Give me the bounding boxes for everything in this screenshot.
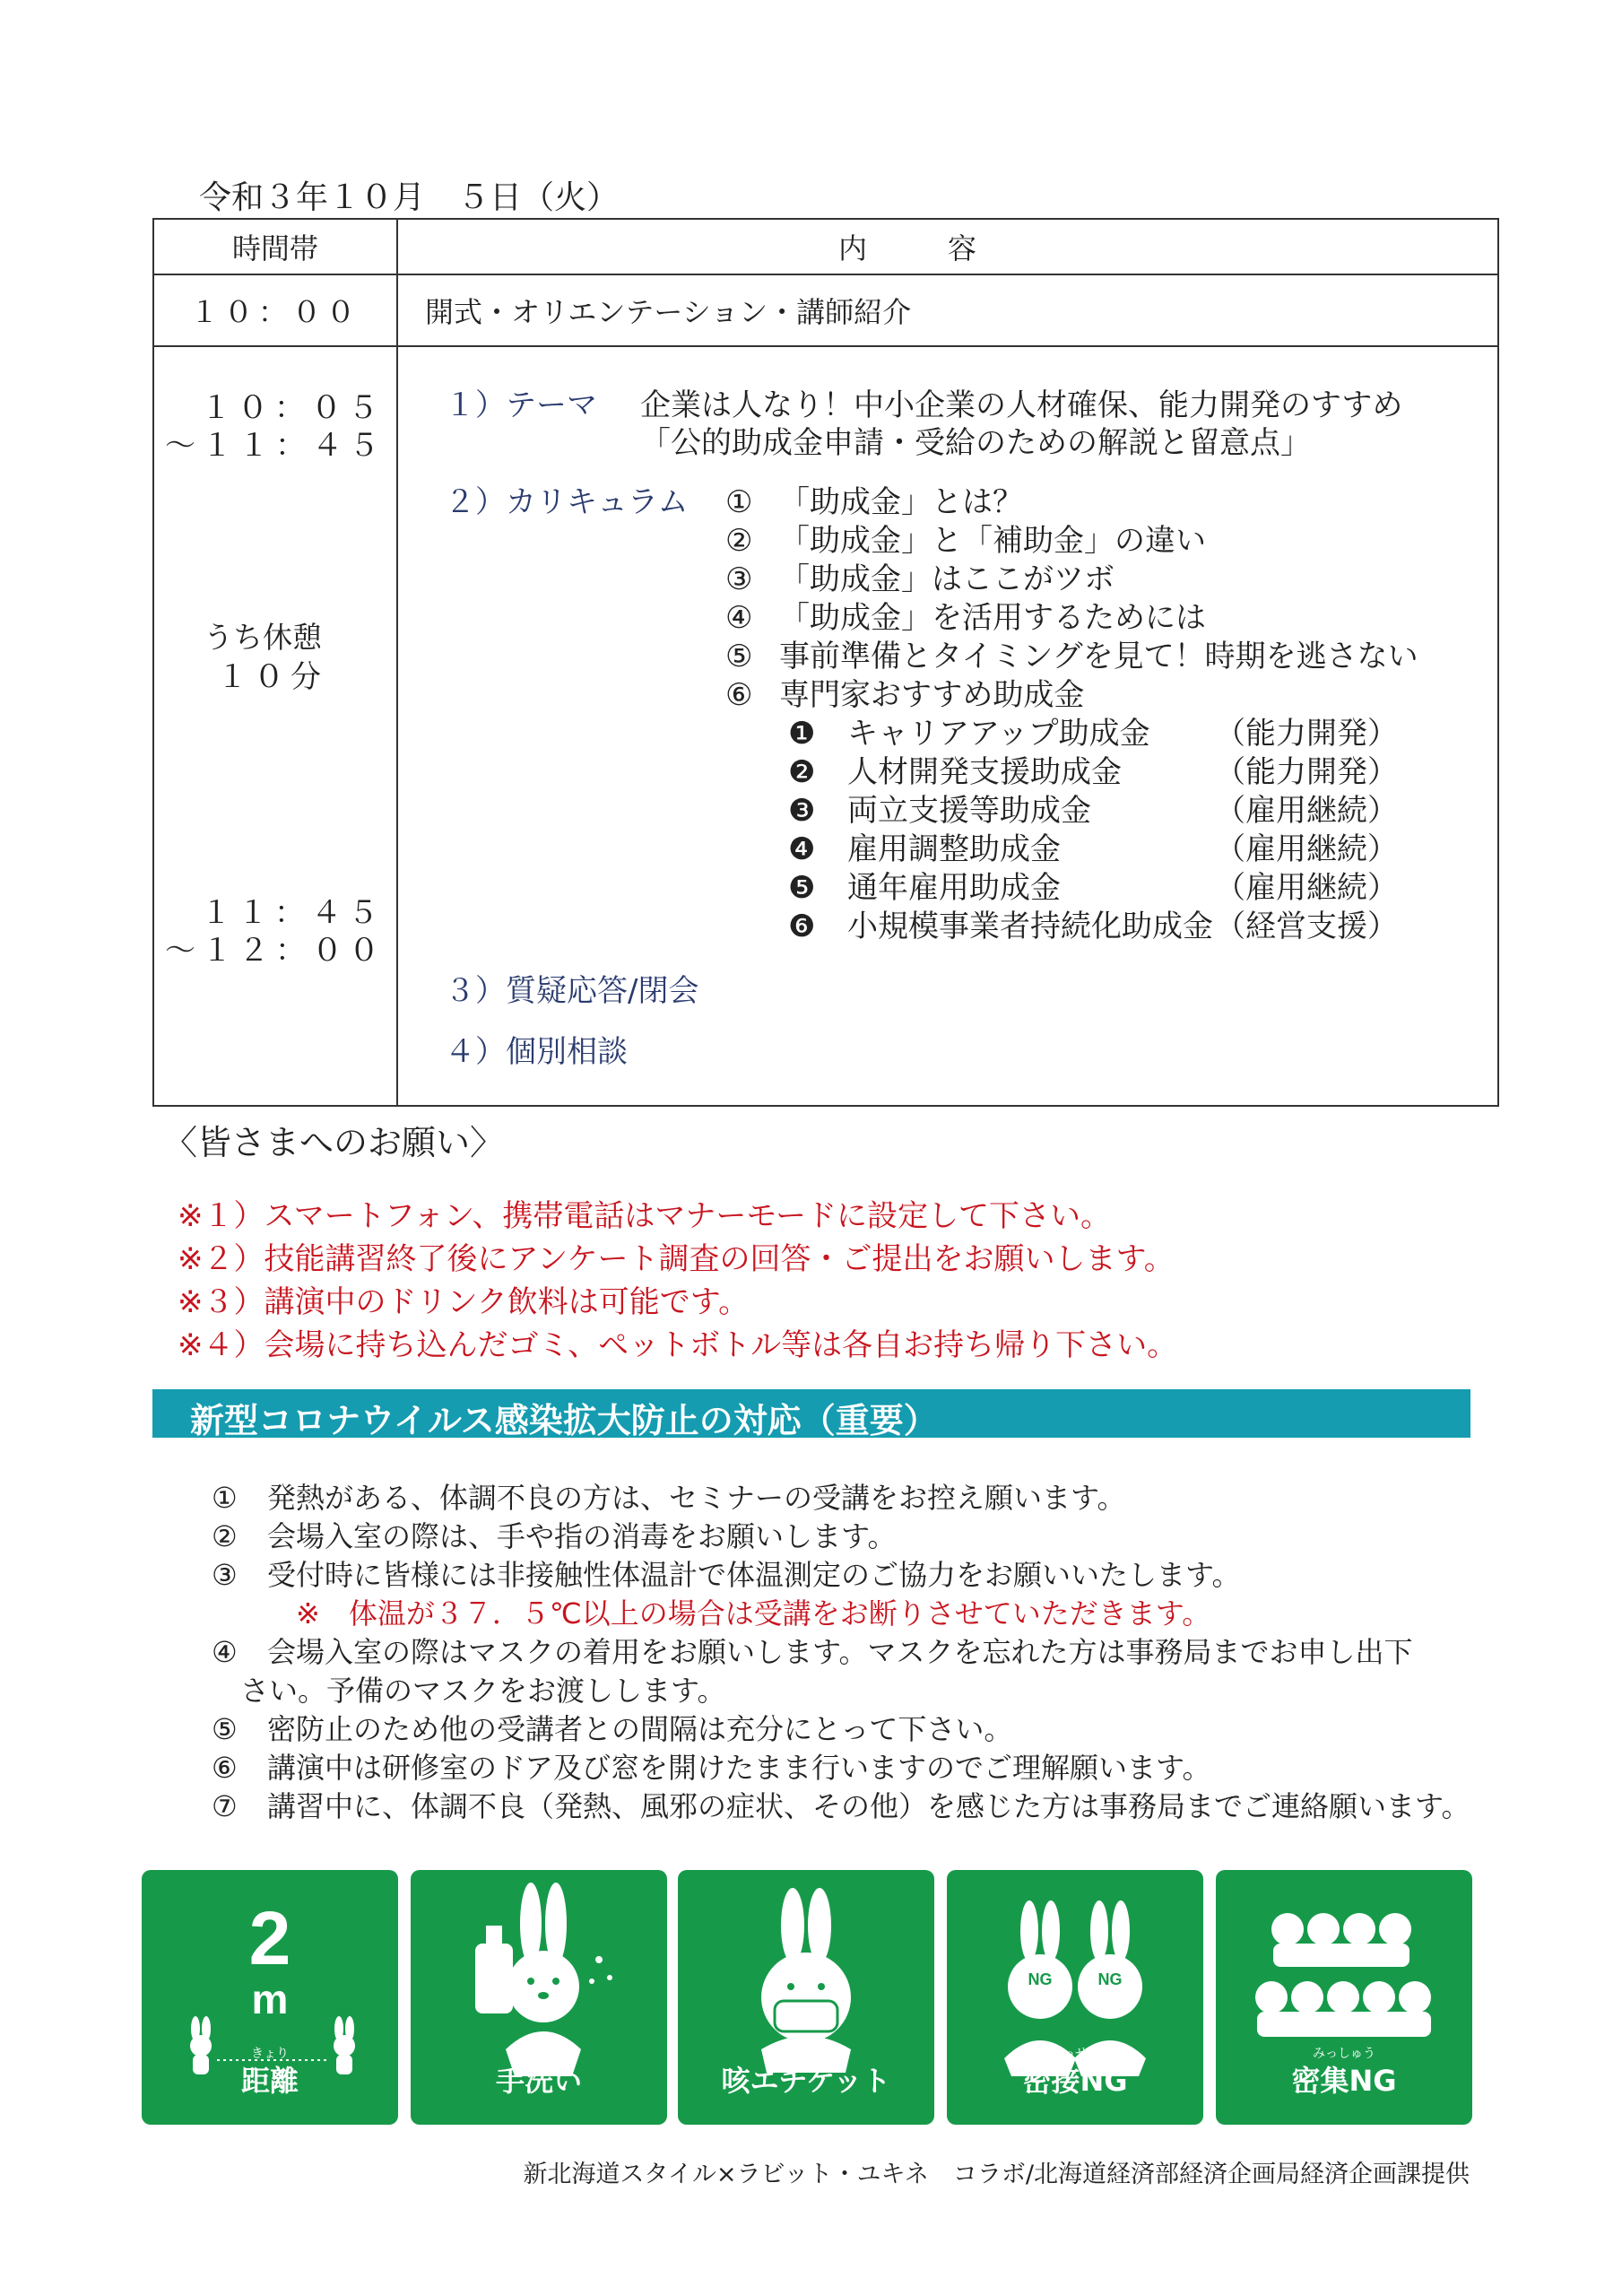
curriculum-item: ⑥ 専門家おすすめ助成金 xyxy=(725,677,1085,713)
distance-unit: m xyxy=(251,1976,289,2022)
header-time: 時間帯 xyxy=(153,219,397,274)
distance-number: 2 xyxy=(248,1896,291,1980)
schedule-table xyxy=(152,218,1499,1107)
session2-end-time: ～１２：００ xyxy=(165,933,386,969)
subsidy-item: ❹ 雇用調整助成金 （雇用継続） xyxy=(788,831,1398,867)
consult-label: ４）個別相談 xyxy=(445,1034,628,1070)
break-label: うち休憩 xyxy=(204,620,322,655)
main-time-cell xyxy=(153,346,397,1106)
ng-tag: NG xyxy=(1028,1970,1053,1988)
request-item: ※１）スマートフォン、携帯電話はマナーモードに設定して下さい。 xyxy=(178,1198,1112,1234)
covid-item: ⑥ 講演中は研修室のドア及び窓を開けたまま行いますのでご理解願います。 xyxy=(212,1751,1211,1785)
image-credit: 新北海道スタイル×ラビット・ユキネ コラボ/北海道経済部経済企画局経済企画課提供 xyxy=(523,2161,1470,2188)
cough-etiquette-icon xyxy=(678,1870,934,2125)
covid-item: ② 会場入室の際は、手や指の消毒をお願いします。 xyxy=(212,1519,897,1553)
cough-etiquette-label: 咳エチケット xyxy=(721,2064,891,2098)
schedule-header-row xyxy=(153,219,1498,274)
subsidy-item: ❷ 人材開発支援助成金 （能力開発） xyxy=(788,754,1398,790)
request-item: ※３）講演中のドリンク飲料は可能です。 xyxy=(178,1284,750,1320)
handwash-ruby: てあら xyxy=(520,2047,558,2061)
schedule-row-opening xyxy=(153,274,1498,346)
event-date: 令和３年１０月 ５日（火） xyxy=(199,179,620,216)
handwash-label: 手洗い xyxy=(495,2064,582,2098)
curriculum-item: ③ 「助成金」はここがツボ xyxy=(725,561,1115,597)
covid-banner-title: 新型コロナウイルス感染拡大防止の対応（重要） xyxy=(190,1401,938,1440)
close-contact-ruby: みっせつ xyxy=(1050,2047,1100,2061)
qa-label: ３）質疑応答/閉会 xyxy=(445,973,699,1009)
theme-line-1: 企業は人なり！中小企業の人材確保、能力開発のすすめ xyxy=(640,387,1403,423)
session2-start-time: １１：４５ xyxy=(201,895,385,931)
schedule-row-main xyxy=(153,346,1498,1106)
covid-item: ① 発熱がある、体調不良の方は、セミナーの受講をお控え願います。 xyxy=(212,1481,1126,1515)
requests-title: 〈皆さまへのお願い〉 xyxy=(163,1123,505,1162)
curriculum-item: ⑤ 事前準備とタイミングを見て！時期を逃さない xyxy=(725,639,1418,674)
distance-icon xyxy=(142,1870,398,2125)
covid-item: ④ 会場入室の際はマスクの着用をお願いします。マスクを忘れた方は事務局までお申し出下 xyxy=(212,1635,1413,1669)
curriculum-item: ④ 「助成金」を活用するためには xyxy=(725,600,1206,636)
covid-banner xyxy=(152,1389,1470,1438)
theme-label: １）テーマ xyxy=(445,387,597,423)
subsidy-item: ❸ 両立支援等助成金 （雇用継続） xyxy=(788,793,1398,829)
curriculum-label: ２）カリキュラム xyxy=(445,484,689,520)
opening-content: 開式・オリエンテーション・講師紹介 xyxy=(397,274,1498,346)
theme-line-2: 「公的助成金申請・受給のための解説と留意点」 xyxy=(640,425,1311,461)
header-content: 内容 xyxy=(397,219,1498,274)
crowding-label: 密集NG xyxy=(1291,2064,1397,2098)
request-item: ※２）技能講習終了後にアンケート調査の回答・ご提出をお願いします。 xyxy=(178,1241,1175,1277)
session-end-time: ～１１：４５ xyxy=(165,428,386,464)
session-start-time: １０：０５ xyxy=(201,390,385,426)
covid-item: ⑦ 講習中に、体調不良（発熱、風邪の症状、その他）を感じた方は事務局までご連絡願います。 xyxy=(212,1789,1470,1823)
opening-time: １０：００ xyxy=(153,274,397,346)
crowding-ng-icon xyxy=(1216,1870,1472,2125)
curriculum-item: ① 「助成金」とは？ xyxy=(725,484,1023,520)
ng-tag: NG xyxy=(1097,1970,1123,1988)
covid-item: ③ 受付時に皆様には非接触性体温計で体温測定のご協力をお願いいたします。 xyxy=(212,1558,1241,1592)
cough-etiquette-ruby: せき xyxy=(794,2047,819,2061)
subsidy-item: ❺ 通年雇用助成金 （雇用継続） xyxy=(788,870,1398,906)
close-contact-label: 密接NG xyxy=(1022,2064,1128,2098)
curriculum-item: ② 「助成金」と「補助金」の違い xyxy=(725,523,1206,559)
handwash-icon xyxy=(411,1870,667,2125)
covid-item-note: ※ 体温が３７．５℃以上の場合は受講をお断りさせていただきます。 xyxy=(296,1596,1211,1631)
subsidy-item: ❻ 小規模事業者持続化助成金（経営支援） xyxy=(788,909,1398,944)
request-item: ※４）会場に持ち込んだゴミ、ペットボトル等は各自お持ち帰り下さい。 xyxy=(178,1327,1178,1363)
distance-ruby: きょり xyxy=(251,2047,289,2061)
covid-item: ⑤ 密防止のため他の受講者との間隔は充分にとって下さい。 xyxy=(212,1712,1013,1746)
covid-item-continued: さい。予備のマスクをお渡しします。 xyxy=(240,1674,726,1708)
distance-label: 距離 xyxy=(240,2064,299,2098)
main-content-cell xyxy=(397,346,1498,1106)
crowding-ruby: みっしゅう xyxy=(1313,2047,1375,2061)
break-duration: １０分 xyxy=(217,659,327,695)
subsidy-item: ❶ キャリアアップ助成金 （能力開発） xyxy=(788,716,1398,752)
close-contact-ng-icon xyxy=(947,1870,1203,2125)
